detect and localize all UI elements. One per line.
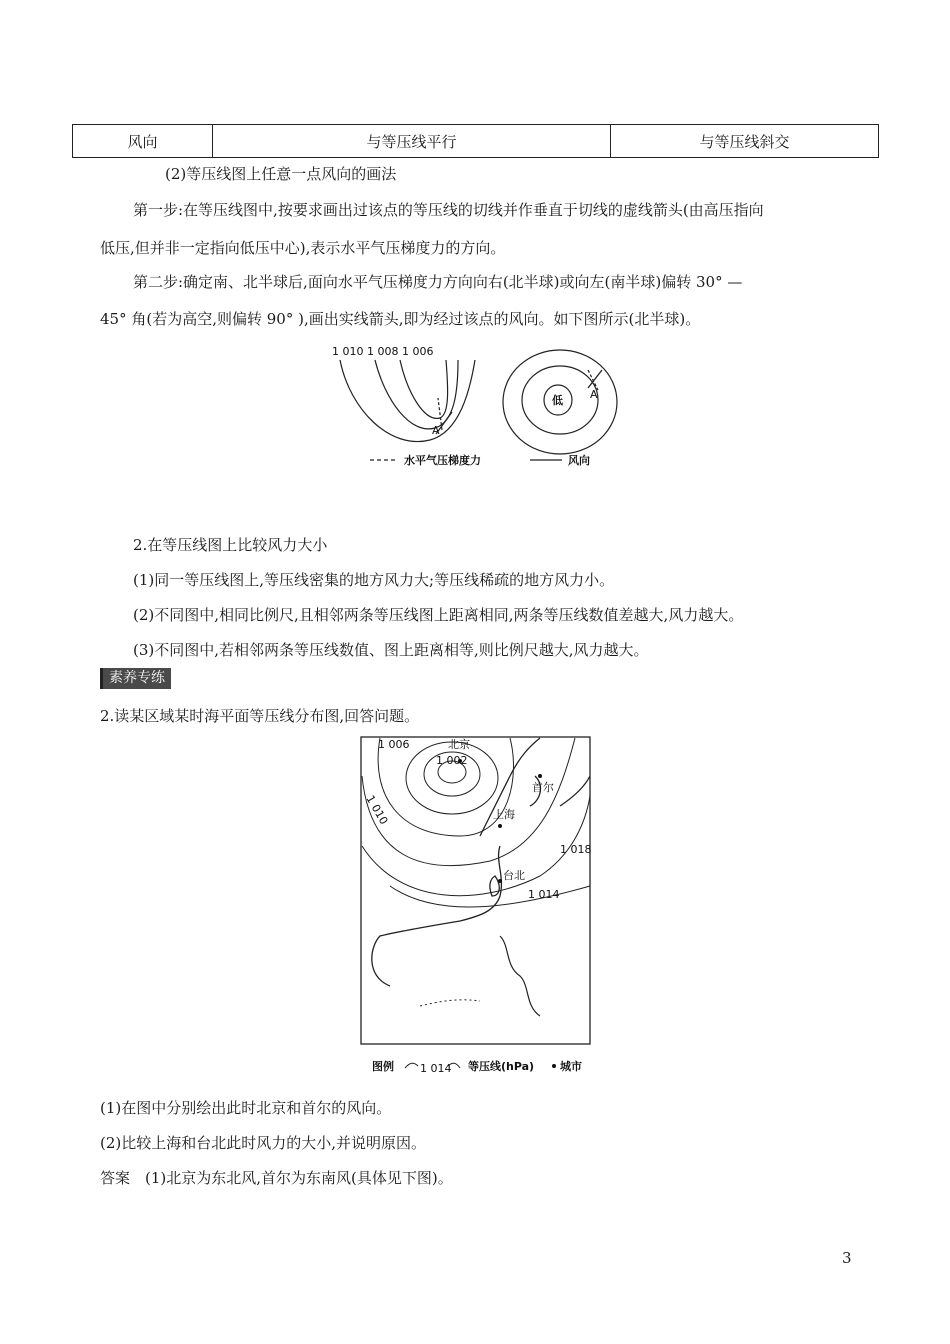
city-dot-shanghai	[498, 824, 502, 828]
answer-text: 答案 (1)北京为东北风,首尔为东南风(具体见下图)。	[100, 1169, 453, 1187]
city-dot-taipei	[498, 879, 502, 883]
city-seoul: 首尔	[532, 781, 554, 794]
table-cell-parallel: 与等压线平行	[213, 125, 611, 158]
map-label-1018: 1 018	[560, 843, 592, 856]
table-cell-header: 风向	[73, 125, 213, 158]
map-label-1002: 1 002	[436, 754, 468, 767]
step2-line2: 45° 角(若为高空,则偏转 90° ),画出实线箭头,即为经过该点的风向。如下图所示(北半球)。	[100, 310, 701, 328]
legend-isobar-symbol	[405, 1063, 418, 1068]
section-heading: (2)等压线图上任意一点风向的画法	[165, 165, 397, 183]
step2-line1: 第二步:确定南、北半球后,面向水平气压梯度力方向向右(北半球)或向左(南半球)偏转 30° —	[133, 273, 743, 291]
compare-item1: (1)同一等压线图上,等压线密集的地方风力大;等压线稀疏的地方风力小。	[133, 571, 615, 589]
point-a-right: A	[590, 388, 598, 401]
compare-title: 2.在等压线图上比较风力大小	[133, 536, 328, 554]
point-a-left: A	[432, 424, 440, 437]
map-label-1006: 1 006	[378, 738, 410, 751]
question-1: (1)在图中分别绘出此时北京和首尔的风向。	[100, 1099, 392, 1117]
city-beijing: 北京	[448, 738, 470, 751]
isobar-1008	[375, 360, 458, 429]
map-legend-prefix: 图例	[372, 1060, 394, 1073]
city-shanghai: 上海	[493, 808, 515, 821]
question-title: 2.读某区域某时海平面等压线分布图,回答问题。	[100, 707, 420, 725]
step1-line1: 第一步:在等压线图中,按要求画出过该点的等压线的切线并作垂直于切线的虚线箭头(由高压指向	[133, 201, 764, 219]
compare-item2: (2)不同图中,相同比例尺,且相邻两条等压线图上距离相同,两条等压线数值差越大,风力越大。	[133, 606, 744, 624]
map-legend-value: 1 014	[420, 1062, 452, 1075]
low-pressure-label: 低	[552, 394, 563, 407]
page-number: 3	[842, 1249, 852, 1267]
wind-direction-figure	[330, 340, 630, 475]
legend-wind: 风向	[568, 454, 590, 467]
map-label-1014: 1 014	[528, 888, 560, 901]
isobar-map	[360, 736, 592, 1082]
legend-city-dot	[552, 1064, 556, 1068]
table-cell-oblique: 与等压线斜交	[611, 125, 879, 158]
city-dot-seoul	[538, 774, 542, 778]
compare-item3: (3)不同图中,若相邻两条等压线数值、图上距离相等,则比例尺越大,风力越大。	[133, 641, 649, 659]
legend-gradient: 水平气压梯度力	[404, 454, 481, 467]
practice-tag: 素养专练	[100, 668, 171, 689]
table-row	[73, 125, 879, 158]
isobar-1006	[400, 360, 448, 418]
map-legend-isobar: 等压线(hPa)	[468, 1060, 535, 1073]
map-label-1010: 1 010	[363, 793, 391, 827]
step1-line2: 低压,但并非一定指向低压中心),表示水平气压梯度力的方向。	[100, 239, 506, 257]
wind-direction-table	[72, 124, 879, 158]
city-taipei: 台北	[503, 869, 525, 882]
map-legend-city: 城市	[560, 1060, 582, 1073]
question-2: (2)比较上海和台北此时风力的大小,并说明原因。	[100, 1134, 427, 1152]
isobar-labels: 1 010 1 008 1 006	[332, 345, 434, 358]
